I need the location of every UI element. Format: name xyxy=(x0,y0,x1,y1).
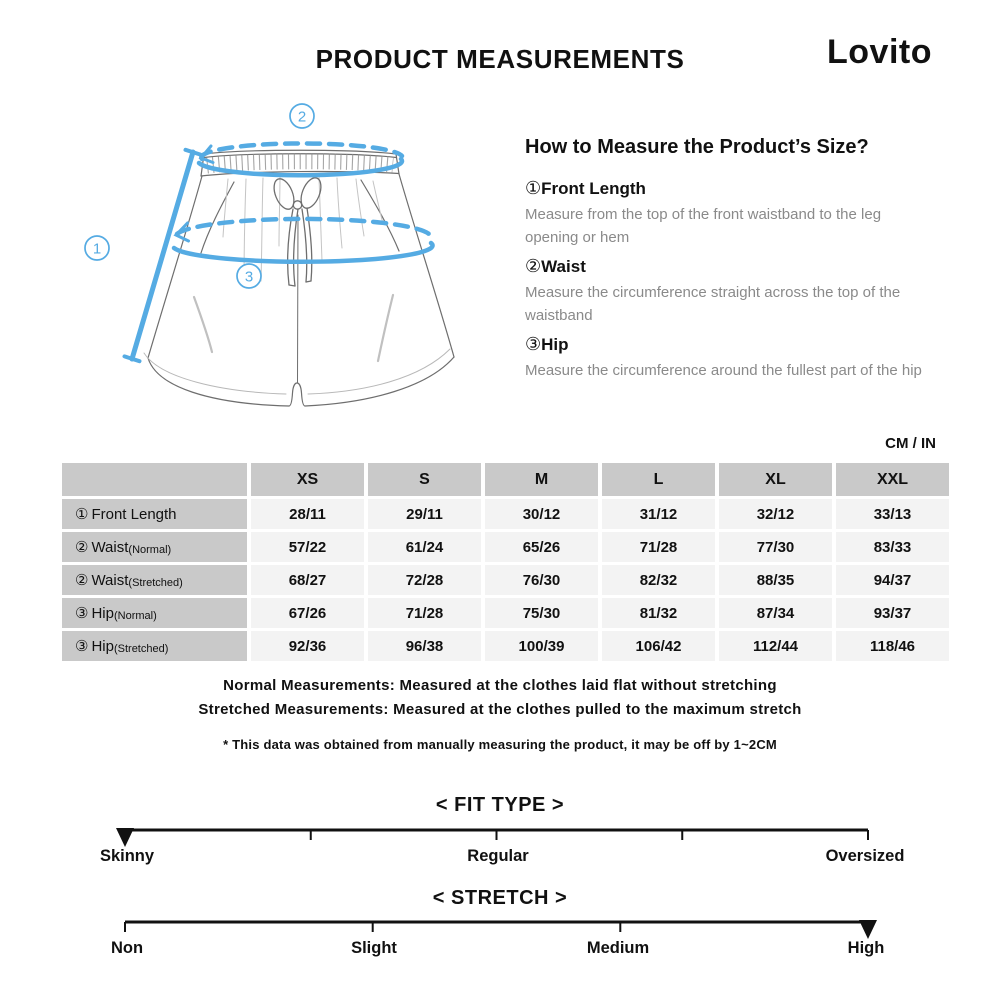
cell-value: 94/37 xyxy=(836,565,949,595)
stretch-label-medium: Medium xyxy=(586,939,650,957)
size-column-xl: XL xyxy=(719,463,832,496)
row-label-waist-stretched xyxy=(62,565,247,595)
stretch-scale xyxy=(115,918,895,944)
front-length-cap-bottom xyxy=(125,356,140,361)
note-normal-measurements: Normal Measurements: Measured at the clothes laid flat without stretching xyxy=(223,677,777,694)
cell-value: 61/24 xyxy=(368,532,481,562)
row-label-hip-normal xyxy=(62,598,247,628)
row-label-text: Waist xyxy=(91,539,129,556)
cell-value: 82/32 xyxy=(602,565,715,595)
cell-value: 87/34 xyxy=(719,598,832,628)
circled-number: ③ xyxy=(75,638,89,655)
note-stretched-measurements: Stretched Measurements: Measured at the clothes pulled to the maximum stretch xyxy=(198,701,802,718)
front-length-cap-top xyxy=(186,150,201,155)
cell-value: 112/44 xyxy=(719,631,832,661)
diagram-marker-waist: 2 xyxy=(297,108,307,126)
table-row xyxy=(62,499,949,529)
size-column-s: S xyxy=(368,463,481,496)
circled-number: ① xyxy=(75,506,89,523)
measure-item-label: Hip xyxy=(541,335,569,354)
how-to-section xyxy=(525,134,945,385)
stretch-label-slight: Slight xyxy=(351,939,397,957)
cell-value: 31/12 xyxy=(602,499,715,529)
cell-value: 57/22 xyxy=(251,532,364,562)
row-label-sub: (Normal) xyxy=(113,610,157,622)
fit-type-marker xyxy=(116,828,134,847)
stretch-label-non: Non xyxy=(110,939,144,957)
cell-value: 30/12 xyxy=(485,499,598,529)
row-label-sub: (Stretched) xyxy=(113,643,169,655)
row-label-sub: (Stretched) xyxy=(128,577,183,589)
cell-value: 118/46 xyxy=(836,631,949,661)
measure-item-label: Front Length xyxy=(541,179,646,198)
row-label-waist-normal xyxy=(62,532,247,562)
measure-item-label: Waist xyxy=(541,257,586,276)
leg-creases xyxy=(194,295,393,361)
cell-value: 68/27 xyxy=(251,565,364,595)
diagram-marker-front-length: 1 xyxy=(92,240,102,258)
circled-number-3: ③ xyxy=(525,334,542,354)
cell-value: 28/11 xyxy=(251,499,364,529)
measurements-table xyxy=(58,460,953,664)
size-column-xxl: XXL xyxy=(836,463,949,496)
page-title: PRODUCT MEASUREMENTS xyxy=(315,44,685,74)
measurement-annotations xyxy=(125,143,433,361)
cell-value: 67/26 xyxy=(251,598,364,628)
lovito-logo: Lovito xyxy=(827,33,932,71)
cell-value: 72/28 xyxy=(368,565,481,595)
shorts-outline xyxy=(148,150,454,406)
fit-type-title: < FIT TYPE > xyxy=(435,794,565,816)
row-label-sub: (Normal) xyxy=(128,544,172,556)
measure-item-desc: Measure from the top of the front waistband to the leg opening or hem xyxy=(525,206,882,246)
cell-value: 65/26 xyxy=(485,532,598,562)
circled-number-2: ② xyxy=(525,256,542,276)
hip-solid-curve xyxy=(174,243,433,262)
cell-value: 96/38 xyxy=(368,631,481,661)
circled-number: ② xyxy=(75,572,89,589)
cell-value: 77/30 xyxy=(719,532,832,562)
cell-value: 93/37 xyxy=(836,598,949,628)
cell-value: 83/33 xyxy=(836,532,949,562)
measure-item-hip xyxy=(525,330,945,359)
measure-item-front-length xyxy=(525,174,945,203)
row-label-front-length xyxy=(62,499,247,529)
measurement-disclaimer: * This data was obtained from manually measuring the product, it may be off by 1~2CM xyxy=(223,737,777,752)
measure-item-desc: Measure the circumference around the fullest part of the hip xyxy=(525,362,922,379)
cell-value: 100/39 xyxy=(485,631,598,661)
diagram-marker-hip: 3 xyxy=(244,268,254,286)
stretch-marker xyxy=(859,920,877,939)
size-column-l: L xyxy=(602,463,715,496)
table-row xyxy=(62,598,949,628)
shorts-measurement-diagram xyxy=(60,95,520,425)
fit-label-oversized: Oversized xyxy=(825,847,905,865)
size-column-xs: XS xyxy=(251,463,364,496)
circled-number-1: ① xyxy=(525,178,542,198)
cell-value: 92/36 xyxy=(251,631,364,661)
cell-value: 81/32 xyxy=(602,598,715,628)
table-corner-cell xyxy=(62,463,247,496)
stretch-title: < STRETCH > xyxy=(432,887,568,909)
cell-value: 88/35 xyxy=(719,565,832,595)
row-label-text: Hip xyxy=(91,605,114,622)
cell-value: 71/28 xyxy=(368,598,481,628)
fit-label-regular: Regular xyxy=(467,847,529,865)
cell-value: 106/42 xyxy=(602,631,715,661)
table-row xyxy=(62,565,949,595)
measure-item-desc: Measure the circumference straight across the top of the waistband xyxy=(525,284,901,324)
cell-value: 29/11 xyxy=(368,499,481,529)
front-length-line xyxy=(132,152,193,359)
row-label-text: Hip xyxy=(91,638,114,655)
circled-number: ③ xyxy=(75,605,89,622)
cell-value: 33/13 xyxy=(836,499,949,529)
cell-value: 71/28 xyxy=(602,532,715,562)
unit-label: CM / IN xyxy=(885,435,936,452)
cell-value: 76/30 xyxy=(485,565,598,595)
how-to-heading: How to Measure the Product’s Size? xyxy=(525,136,869,158)
measure-item-waist xyxy=(525,252,945,281)
row-label-hip-stretched xyxy=(62,631,247,661)
row-label-text: Front Length xyxy=(91,506,177,523)
table-row xyxy=(62,532,949,562)
circled-number: ② xyxy=(75,539,89,556)
size-column-m: M xyxy=(485,463,598,496)
cell-value: 75/30 xyxy=(485,598,598,628)
table-row xyxy=(62,631,949,661)
stretch-label-high: High xyxy=(847,939,885,957)
cell-value: 32/12 xyxy=(719,499,832,529)
table-header-row xyxy=(62,463,949,496)
row-label-text: Waist xyxy=(91,572,129,589)
waistband-shirring xyxy=(207,161,393,165)
fit-label-skinny: Skinny xyxy=(99,847,155,865)
